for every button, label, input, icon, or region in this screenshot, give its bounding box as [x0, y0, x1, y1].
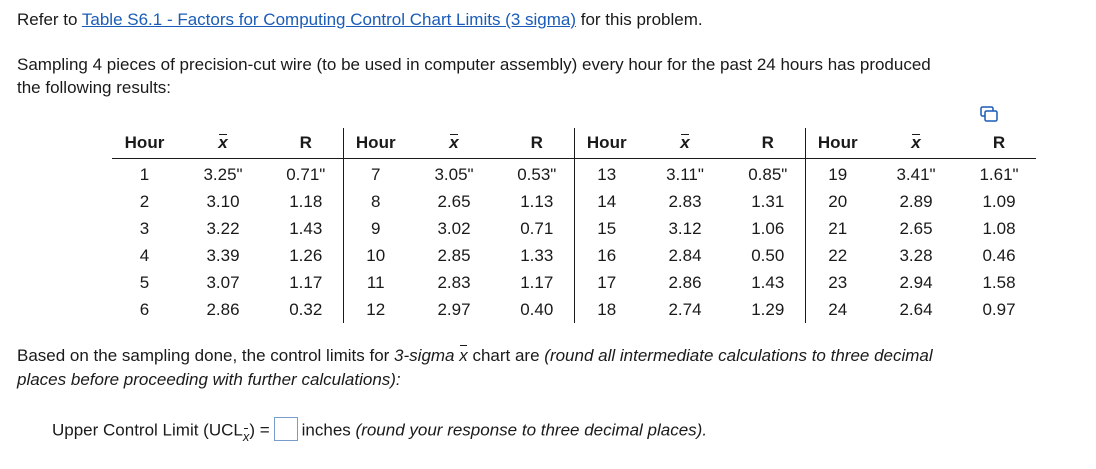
header-r [500, 128, 574, 159]
cell-hour: 5 [139, 272, 150, 292]
ucl-hint: (round your response to three decimal places). [355, 420, 708, 440]
cell-range: 0.53" [500, 159, 574, 189]
cell-range: 0.46 [982, 245, 1016, 265]
cell-range: 0.40 [500, 296, 574, 323]
cell-hour: 12 [366, 299, 386, 319]
header-label: R [761, 133, 774, 152]
table-body [112, 159, 1036, 324]
xbar-symbol: x [459, 346, 468, 365]
header-xbar [408, 128, 500, 159]
cell-range: 1.26 [269, 242, 343, 269]
cell-xbar: 2.94 [899, 272, 933, 292]
cell-xbar: 2.97 [437, 299, 471, 319]
question-text-e: places before proceeding with further calculations): [17, 370, 401, 389]
cell-hour: 3 [139, 218, 150, 238]
header-label: Hour [124, 133, 165, 152]
cell-hour: 1 [139, 164, 150, 184]
header-xbar [870, 128, 962, 159]
copy-icon[interactable] [980, 106, 998, 122]
cell-xbar: 2.74 [668, 299, 702, 319]
cell-hour: 10 [366, 245, 386, 265]
header-hour [574, 128, 639, 159]
cell-hour: 6 [139, 299, 150, 319]
ucl-answer-input[interactable] [274, 417, 298, 441]
cell-hour: 17 [597, 272, 617, 292]
question-line-2 [17, 370, 401, 390]
cell-xbar: 2.65 [899, 218, 933, 238]
table-row [112, 296, 1036, 323]
header-label: R [299, 133, 312, 152]
cell-range: 0.85" [731, 159, 805, 189]
cell-range: 1.43 [731, 269, 805, 296]
cell-range: 1.09 [982, 191, 1016, 211]
cell-hour: 19 [828, 164, 848, 184]
cell-range: 1.33 [500, 242, 574, 269]
header-label: R [992, 133, 1006, 152]
cell-hour: 20 [828, 191, 848, 211]
question-text-b: 3-sigma [394, 346, 460, 365]
cell-xbar: 3.02 [437, 218, 471, 238]
cell-xbar: 2.64 [899, 299, 933, 319]
cell-xbar: 3.07 [206, 272, 240, 292]
intro-line [17, 10, 703, 30]
ucl-subscript: x [242, 429, 250, 445]
header-label: x [449, 133, 459, 152]
header-hour [112, 128, 177, 159]
table-row [112, 269, 1036, 296]
cell-range: 0.97 [982, 299, 1016, 319]
cell-hour: 23 [828, 272, 848, 292]
cell-xbar: 2.86 [668, 272, 702, 292]
table-header-row [112, 128, 1036, 159]
header-r [962, 128, 1036, 159]
data-table [112, 128, 1036, 323]
cell-range: 1.58 [982, 272, 1016, 292]
cell-range: 0.71" [269, 159, 343, 189]
header-label: Hour [355, 133, 396, 152]
table-row [112, 215, 1036, 242]
cell-range: 1.17 [269, 269, 343, 296]
cell-xbar: 2.83 [668, 191, 702, 211]
cell-hour: 7 [371, 164, 381, 184]
cell-range: 1.29 [731, 296, 805, 323]
header-label: x [218, 133, 228, 152]
intro-suffix: for this problem. [576, 10, 703, 29]
cell-xbar: 2.84 [668, 245, 702, 265]
header-r [269, 128, 343, 159]
ucl-label: Upper Control Limit (UCL [52, 420, 243, 440]
cell-hour: 8 [371, 191, 381, 211]
cell-xbar: 3.39 [206, 245, 240, 265]
cell-range: 0.32 [269, 296, 343, 323]
ucl-equals: ) = [249, 420, 270, 440]
cell-xbar: 3.41" [896, 164, 936, 184]
cell-range: 0.71 [500, 215, 574, 242]
cell-range: 0.50 [731, 242, 805, 269]
cell-range: 1.08 [982, 218, 1016, 238]
cell-hour: 24 [828, 299, 848, 319]
cell-xbar: 3.05" [434, 164, 474, 184]
cell-xbar: 2.83 [437, 272, 471, 292]
cell-hour: 18 [597, 299, 617, 319]
cell-range: 1.17 [500, 269, 574, 296]
cell-hour: 4 [139, 245, 150, 265]
cell-xbar: 2.86 [206, 299, 240, 319]
header-label: R [530, 133, 543, 152]
header-label: x [911, 133, 921, 152]
ucl-answer-line [52, 419, 707, 443]
cell-xbar: 2.65 [437, 191, 471, 211]
cell-range: 1.18 [269, 188, 343, 215]
header-label: Hour [817, 133, 858, 152]
header-hour [805, 128, 870, 159]
cell-range: 1.61" [979, 164, 1019, 184]
header-label: x [680, 133, 690, 152]
header-xbar [639, 128, 731, 159]
cell-range: 1.43 [269, 215, 343, 242]
header-xbar [177, 128, 269, 159]
cell-xbar: 2.89 [899, 191, 933, 211]
problem-text-line-2: the following results: [17, 78, 172, 97]
cell-hour: 2 [139, 191, 150, 211]
table-row [112, 188, 1036, 215]
cell-range: 1.13 [500, 188, 574, 215]
question-text-a: Based on the sampling done, the control limits for [17, 346, 395, 365]
ucl-units: inches [301, 420, 351, 440]
question-text-c: chart are [467, 346, 545, 365]
cell-hour: 9 [371, 218, 381, 238]
table-row [112, 159, 1036, 189]
cell-xbar: 3.11" [666, 164, 704, 184]
cell-hour: 21 [828, 218, 848, 238]
cell-hour: 16 [597, 245, 617, 265]
cell-hour: 11 [366, 272, 385, 292]
cell-hour: 13 [597, 164, 617, 184]
header-label: Hour [586, 133, 627, 152]
cell-xbar: 3.10 [206, 191, 240, 211]
intro-prefix: Refer to [17, 10, 82, 29]
cell-xbar: 3.28 [899, 245, 933, 265]
header-hour [343, 128, 408, 159]
cell-hour: 15 [597, 218, 617, 238]
cell-xbar: 3.12 [668, 218, 702, 238]
table-s6-1-link[interactable]: Table S6.1 - Factors for Computing Control Chart Limits (3 sigma) [81, 10, 577, 29]
cell-xbar: 2.85 [437, 245, 471, 265]
question-text-d: (round all intermediate calculations to three decimal [544, 346, 933, 365]
cell-xbar: 3.22 [206, 218, 240, 238]
cell-hour: 22 [828, 245, 848, 265]
problem-text-line-1: Sampling 4 pieces of precision-cut wire (to be used in computer assembly) every hour for the past 24 hours has produced [17, 55, 931, 74]
table-row [112, 242, 1036, 269]
cell-range: 1.06 [731, 215, 805, 242]
header-r [731, 128, 805, 159]
question-line-1 [17, 346, 933, 366]
cell-hour: 14 [597, 191, 617, 211]
cell-xbar: 3.25" [203, 164, 243, 184]
cell-range: 1.31 [731, 188, 805, 215]
